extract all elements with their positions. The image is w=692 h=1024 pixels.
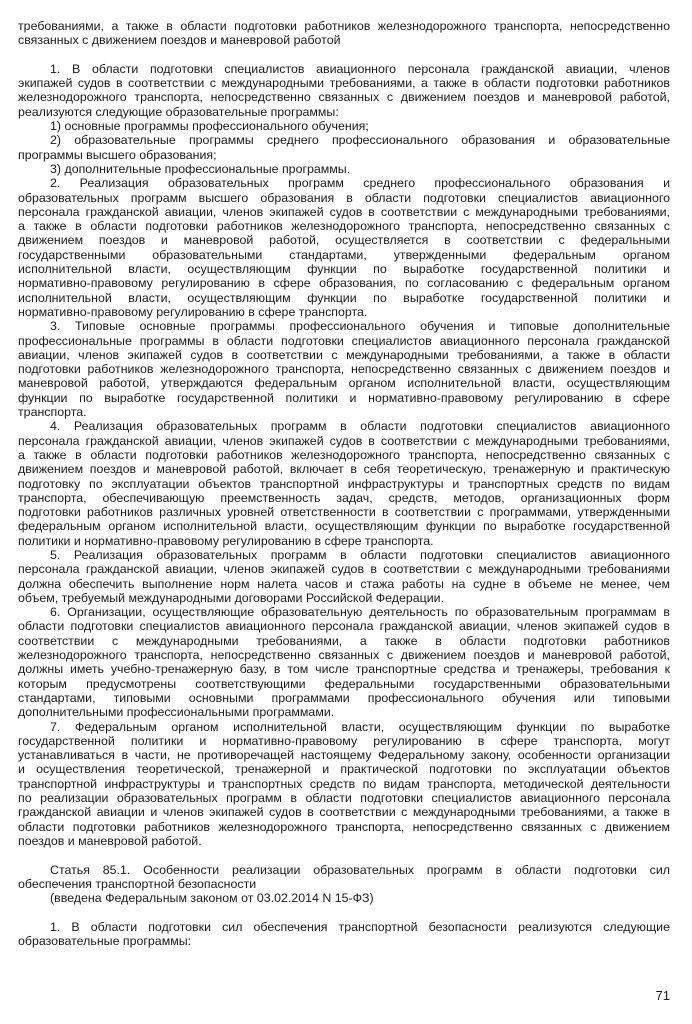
article-title-line: обеспечения транспортной безопасности xyxy=(18,876,257,891)
text-line: 1) основные программы профессионального обучения; xyxy=(50,119,369,134)
text-line: области подготовки специалистов авиационного персонала гражданской авиации, членов экипажей судов в xyxy=(18,619,670,634)
paragraph-3 xyxy=(18,319,670,419)
spacer xyxy=(18,48,670,62)
text-line: персонала гражданской авиации, членов экипажей судов в соответствии с международными требованиями xyxy=(18,562,670,577)
text-line: 1. В области подготовки специалистов авиационного персонала гражданской авиации, членов xyxy=(50,61,670,76)
text-line: функции по выработке государственной политики и нормативно-правовому регулированию в сфере xyxy=(18,390,670,405)
spacer xyxy=(18,848,670,862)
paragraph-7 xyxy=(18,720,670,849)
text-line: 5. Реализация образовательных программ в области подготовки специалистов авиационного xyxy=(50,547,670,562)
text-line: персонала гражданской авиации, членов экипажей судов в соответствии с международными требованиями, xyxy=(18,204,670,219)
text-line: движением поездов и маневровой работой, включает в себя теоретическую, тренажерную и практическую xyxy=(18,462,670,477)
text-line: поездов и маневровой работой. xyxy=(18,833,202,848)
text-line: 2) образовательные программы среднего профессионального образования и образовательные xyxy=(50,133,670,148)
text-line: подготовки работников различных уровней ответственности в соответствии с программами, утвержденными xyxy=(18,505,670,520)
list-item-2 xyxy=(18,133,670,162)
text-line: государственной политики и нормативно-правовому регулированию в сфере транспорта, могут xyxy=(18,733,670,748)
text-line: исполнительной власти, осуществляющим функции по выработке государственной политики и xyxy=(18,262,670,277)
text-line: политики и нормативно-правовому регулированию в сфере транспорта. xyxy=(18,533,434,548)
text-line: реализуются следующие образовательные программы: xyxy=(18,104,339,119)
text-line: должна обеспечить выполнение норм налета часов и стажа работы на судне в объеме не менее, чем xyxy=(18,576,670,591)
text-line: 6. Организации, осуществляющие образовательную деятельность по образовательным программам в xyxy=(50,605,670,620)
text-line: нормативно-правовому регулированию в сфере транспорта. xyxy=(18,304,368,319)
paragraph-5 xyxy=(18,548,670,605)
paragraph-4 xyxy=(18,419,670,548)
text-line: 7. Федеральным органом исполнительной власти, осуществляющим функции по выработке xyxy=(50,719,670,734)
text-line: транспорта. xyxy=(18,405,87,420)
text-line: железнодорожного транспорта, непосредственно связанных с движением поездов и маневровой работой, xyxy=(18,90,670,105)
text-line: движением поездов и маневровой работой, осуществляется в соответствии с федеральными xyxy=(18,233,670,248)
text-line: 1. В области подготовки сил обеспечения транспортной безопасности реализуются следующие xyxy=(50,919,670,934)
paragraph-1 xyxy=(18,62,670,119)
text-line: подготовки работников железнодорожного транспорта, непосредственно связанных с движением поездов и xyxy=(18,362,670,377)
text-line: соответствии с международными требованиями, а также в области подготовки работников xyxy=(18,633,670,648)
article-title-line: Статья 85.1. Особенности реализации образовательных программ в области подготовки сил xyxy=(50,862,670,877)
article-note: (введена Федеральным законом от 03.02.2014 N 15-ФЗ) xyxy=(50,891,374,906)
text-line: подготовку по эксплуатации объектов транспортной инфраструктуры и транспортных средств по видам xyxy=(18,476,670,491)
text-line: персонала гражданской авиации, членов экипажей судов в соответствии с международными требованиями, xyxy=(18,433,670,448)
text-line: профессиональные программы в области подготовки специалистов авиационного персонала гражданской xyxy=(18,333,670,348)
text-line: маневровой работой, утверждаются федеральным органом исполнительной власти, осуществляющим xyxy=(18,376,670,391)
paragraph-2 xyxy=(18,176,670,319)
text-line: объем, требуемый международными договорами Российской Федерации. xyxy=(18,590,445,605)
text-line: нормативно-правовому регулированию в сфере образования, по согласованию с федеральным органом xyxy=(18,276,670,291)
text-line: стандартами, типовыми основными программами профессионального обучения или типовыми xyxy=(18,690,670,705)
text-line: 2. Реализация образовательных программ среднего профессионального образования и xyxy=(50,176,670,191)
text-line: образовательных программ высшего образования в области подготовки специалистов авиационного xyxy=(18,190,670,205)
article-heading xyxy=(18,863,670,906)
text-line: федеральным органом исполнительной власти, осуществляющим функции по выработке государственной xyxy=(18,519,670,534)
document-page xyxy=(18,19,670,948)
text-line: гражданской авиации и членов экипажей судов в соответствии с международными требованиями, а также в xyxy=(18,805,670,820)
text-line: образовательные программы: xyxy=(18,934,192,948)
text-line: а также в области подготовки работников железнодорожного транспорта, непосредственно связанных с xyxy=(18,447,670,462)
text-line: и осуществления теоретической, тренажерной и практической подготовки по эксплуатации объектов xyxy=(18,762,670,777)
list-item-3 xyxy=(18,162,670,176)
list-item-1 xyxy=(18,119,670,133)
text-line: 4. Реализация образовательных программ в области подготовки специалистов авиационного xyxy=(50,419,670,434)
text-line: по реализации образовательных программ в области подготовки специалистов авиационного персонала xyxy=(18,791,670,806)
text-line: которым предусмотрены соответствующими федеральными государственными образовательными xyxy=(18,676,670,691)
text-line: исполнительной власти, осуществляющим функции по выработке государственной политики и xyxy=(18,290,670,305)
text-line: авиации, членов экипажей судов в соответствии с международными требованиями, а также в области xyxy=(18,347,670,362)
text-line: области подготовки работников железнодорожного транспорта, непосредственно связанных с движением xyxy=(18,819,670,834)
text-line: дополнительными профессиональными программами. xyxy=(18,705,335,720)
spacer xyxy=(18,905,670,919)
article-paragraph-1 xyxy=(18,920,670,949)
text-line: а также в области подготовки работников железнодорожного транспорта, непосредственно связанных с xyxy=(18,219,670,234)
text-line: программы высшего образования; xyxy=(18,147,217,162)
text-line: 3) дополнительные профессиональные программы. xyxy=(50,161,351,176)
text-line: 3. Типовые основные программы профессионального обучения и типовые дополнительные xyxy=(50,319,670,334)
page-number: 71 xyxy=(655,988,670,1003)
continuation-paragraph xyxy=(18,19,670,48)
text-line: транспорта, обеспечивающую преемственность задач, средств, методов, организационных форм xyxy=(18,490,670,505)
text-line: государственными образовательными стандартами, утвержденными федеральным органом xyxy=(18,247,670,262)
text-line: железнодорожного транспорта, непосредственно связанных с движением поездов и маневровой работой, xyxy=(18,648,670,663)
text-line: транспортной инфраструктуры и транспортных средств по видам транспорта, методической деятельности xyxy=(18,776,670,791)
text-line: требованиями, а также в области подготовки работников железнодорожного транспорта, непосредственно xyxy=(18,19,670,33)
text-line: связанных с движением поездов и маневровой работой xyxy=(18,33,341,48)
paragraph-6 xyxy=(18,605,670,719)
text-line: должны иметь учебно-тренажерную базу, в том числе транспортные средства и тренажеры, требования к xyxy=(18,662,670,677)
text-line: устанавливаться в части, не противоречащей настоящему Федеральному закону, особенности организации xyxy=(18,748,670,763)
text-line: экипажей судов в соответствии с международными требованиями, а также в области подготовки работников xyxy=(18,76,670,91)
